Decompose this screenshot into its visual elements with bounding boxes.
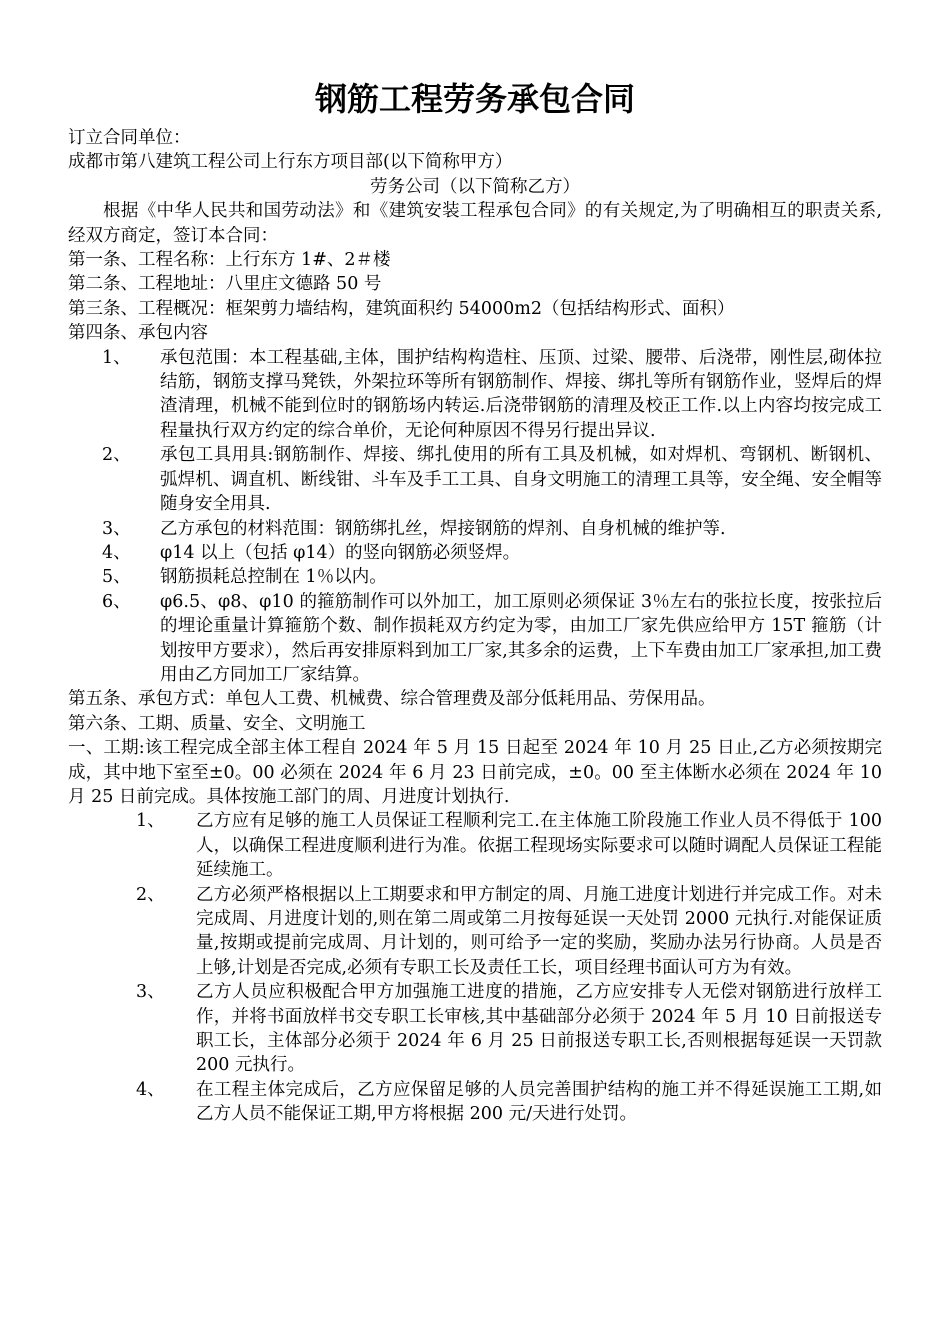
list-item-text: 乙方承包的材料范围：钢筋绑扎丝，焊接钢筋的焊剂、自身机械的维护等. bbox=[160, 518, 726, 539]
list-item-number: 5、 bbox=[102, 567, 131, 588]
article-2: 第二条、工程地址：八里庄文德路 50 号 bbox=[68, 274, 382, 295]
list-item-text: φ14 以上（包括 φ14）的竖向钢筋必须竖焊。 bbox=[160, 542, 521, 563]
list-item bbox=[68, 565, 882, 589]
list-item bbox=[68, 541, 882, 565]
list-item bbox=[68, 809, 882, 882]
contract-page bbox=[68, 76, 882, 1127]
list-item-number: 4、 bbox=[136, 1079, 165, 1100]
list-item-number: 3、 bbox=[136, 982, 165, 1003]
list-item-number: 4、 bbox=[102, 542, 131, 563]
list-item bbox=[68, 517, 882, 541]
party-b: 劳务公司（以下简称乙方） bbox=[370, 176, 580, 197]
list-item-text: 钢筋损耗总控制在 1％以内。 bbox=[160, 567, 387, 588]
construction-period: 一、工期:该工程完成全部主体工程自 2024 年 5 月 15 日起至 2024 年 10 月 25 日止,乙方必须按期完成，其中地下室至±0。00 必须在 2024 年 6 月 23 日前完成，±0。00 至主体断水必须在 2024 年 10 月 25 日前完成。具体按施工部门的周、月进度计划执行. bbox=[68, 738, 882, 807]
list-item bbox=[68, 346, 882, 444]
article-5: 第五条、承包方式：单包人工费、机械费、综合管理费及部分低耗用品、劳保用品。 bbox=[68, 689, 716, 710]
list-item bbox=[68, 443, 882, 516]
article-1: 第一条、工程名称：上行东方 1#、2＃楼 bbox=[68, 250, 391, 271]
list-item bbox=[68, 590, 882, 688]
list-item-number: 2、 bbox=[102, 445, 131, 466]
list-item-number: 1、 bbox=[136, 811, 165, 832]
preamble: 根据《中华人民共和国劳动法》和《建筑安装工程承包合同》的有关规定,为了明确相互的职责关系,经双方商定，签订本合同： bbox=[68, 201, 882, 246]
list-item-text: 乙方必须严格根据以上工期要求和甲方制定的周、月施工进度计划进行并完成工作。对未完成周、月进度计划的,则在第二周或第二月按每延误一天处罚 2000 元执行.对能保证质量,按期或提前完成周、月计划的，则可给予一定的奖励，奖励办法另行协商。人员是否上够,计划是否完成,必须有专职工长及责任工长，项目经理书面认可方为有效。 bbox=[196, 884, 882, 978]
list-item-text: 承包范围：本工程基础,主体，围护结构构造柱、压顶、过梁、腰带、后浇带，刚性层,砌体拉结筋，钢筋支撑马凳铁，外架拉环等所有钢筋制作、焊接、绑扎等所有钢筋作业，竖焊后的焊渣清理，机械不能到位时的钢筋场内转运.后浇带钢筋的清理及校正工作.以上内容均按完成工程量执行双方约定的综合单价，无论何种原因不得另行提出异议. bbox=[160, 347, 882, 441]
list-item-text: 承包工具用具:钢筋制作、焊接、绑扎使用的所有工具及机械，如对焊机、弯钢机、断钢机、弧焊机、调直机、断线钳、斗车及手工工具、自身文明施工的清理工具等，安全绳、安全帽等随身安全用具. bbox=[160, 445, 882, 515]
list-item-number: 2、 bbox=[136, 884, 165, 905]
list-item bbox=[68, 1078, 882, 1127]
list-item bbox=[68, 980, 882, 1078]
article-4-heading: 第四条、承包内容 bbox=[68, 323, 208, 344]
parties-label: 订立合同单位： bbox=[68, 128, 191, 148]
article-3-text: 工程概况：框架剪力墙结构，建筑面积约 54000m2（包括结构形式、面积） bbox=[138, 298, 735, 319]
list-item-text: 在工程主体完成后，乙方应保留足够的人员完善围护结构的施工并不得延误施工工期,如乙方人员不能保证工期,甲方将根据 200 元/天进行处罚。 bbox=[196, 1079, 882, 1125]
article-6-heading: 第六条、工期、质量、安全、文明施工 bbox=[68, 713, 366, 734]
article-3-label: 第三条、 bbox=[68, 298, 138, 319]
list-item-number: 1、 bbox=[102, 347, 131, 368]
list-item-text: 乙方应有足够的施工人员保证工程顺利完工.在主体施工阶段施工作业人员不得低于 100 人，以确保工程进度顺利进行为准。依据工程现场实际要求可以随时调配人员保证工程能延续施工。 bbox=[196, 811, 882, 881]
party-a: 成都市第八建筑工程公司上行东方项目部(以下简称甲方） bbox=[68, 152, 513, 173]
list-item-text: 乙方人员应积极配合甲方加强施工进度的措施，乙方应安排专人无偿对钢筋进行放样工作，并将书面放样书交专职工长审核,其中基础部分必须于 2024 年 5 月 10 日前报送专职工长，主体部分必须于 2024 年 6 月 25 日前报送专职工长,否则根据每延误一天罚款 200 元执行。 bbox=[196, 982, 882, 1076]
list-item-text: φ6.5、φ8、φ10 的箍筋制作可以外加工，加工原则必须保证 3％左右的张拉长度，按张拉后的埋论重量计算箍筋个数、制作损耗双方约定为零，由加工厂家先供应给甲方 15T 箍筋（计划按甲方要求），然后再安排原料到加工厂家,其多余的运费，上下车费由加工厂家承担,加工费用由乙方同加工厂家结算。 bbox=[160, 591, 882, 685]
list-item bbox=[68, 883, 882, 981]
list-item-number: 3、 bbox=[102, 518, 131, 539]
list-item-number: 6、 bbox=[102, 591, 131, 612]
document-title: 钢筋工程劳务承包合同 bbox=[314, 80, 635, 118]
article-3 bbox=[68, 297, 882, 321]
